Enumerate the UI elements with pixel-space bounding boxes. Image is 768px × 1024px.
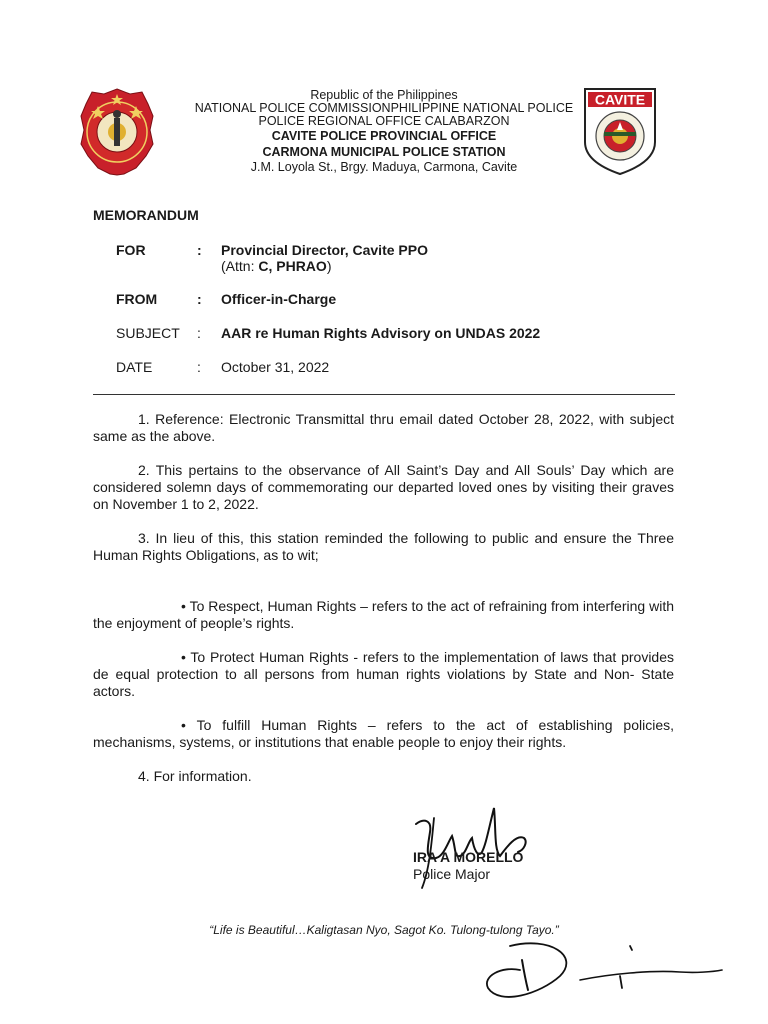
footer-motto: “Life is Beautiful…Kaligtasan Nyo, Sagot Ko. Tulong-tulong Tayo.” (209, 923, 559, 937)
initials-scribble (480, 936, 730, 1016)
paragraph-4: 4. For information. (138, 768, 252, 784)
paragraph-1: 1. Reference: Electronic Transmittal thru email dated October 28, 2022, with subject same as the above. (93, 411, 674, 444)
signatory-name: IRA A MORELLO (413, 849, 524, 865)
header-address: J.M. Loyola St., Brgy. Maduya, Carmona, Cavite (250, 160, 518, 174)
for-value: Provincial Director, Cavite PPO (221, 242, 428, 258)
date-label: DATE (116, 359, 153, 375)
bullet-protect: • To Protect Human Rights - refers to the implementation of laws that provides de equal protection to all persons from human rights violations by State and Non- State actors. (93, 649, 674, 699)
attn-value: C, PHRAO (258, 258, 327, 274)
bullet-respect: • To Respect, Human Rights – refers to the act of refraining from interfering with the enjoyment of people’s rights. (93, 598, 674, 631)
for-label: FOR (116, 242, 146, 258)
subject-colon: : (197, 325, 201, 341)
header-regional-office: POLICE REGIONAL OFFICE CALABARZON (258, 114, 510, 128)
date-colon: : (197, 359, 201, 375)
header-provincial-office: CAVITE POLICE PROVINCIAL OFFICE (271, 129, 497, 143)
header-napolcom-pnp: NATIONAL POLICE COMMISSIONPHILIPPINE NATIONAL POLICE (194, 101, 574, 115)
signatory-rank: Police Major (413, 866, 491, 882)
attn-line: (Attn: C, PHRAO) (221, 258, 332, 274)
for-colon: : (197, 242, 202, 258)
from-colon: : (197, 291, 202, 307)
header-republic: Republic of the Philippines (310, 88, 458, 102)
memo-title: MEMORANDUM (93, 207, 199, 223)
subject-value: AAR re Human Rights Advisory on UNDAS 2022 (221, 325, 541, 341)
svg-text:CAVITE: CAVITE (594, 91, 646, 108)
paragraph-3: 3. In lieu of this, this station reminded the following to public and ensure the Three Human Rights Obligations, as to wit; (93, 530, 674, 563)
date-value: October 31, 2022 (221, 359, 330, 375)
paragraph-2: 2. This pertains to the observance of All Saint’s Day and All Souls’ Day which are considered solemn days of commemorating our departed loved ones by visiting their graves on November 1 to 2, 2022. (93, 462, 674, 512)
from-value: Officer-in-Charge (221, 291, 337, 307)
header-station: CARMONA MUNICIPAL POLICE STATION (262, 145, 506, 159)
from-label: FROM (116, 291, 158, 307)
bullet-fulfill: • To fulfill Human Rights – refers to the act of establishing policies, mechanisms, systems, or institutions that enable people to enjoy their rights. (93, 717, 674, 750)
header-divider (93, 394, 675, 395)
subject-label: SUBJECT (116, 325, 180, 341)
